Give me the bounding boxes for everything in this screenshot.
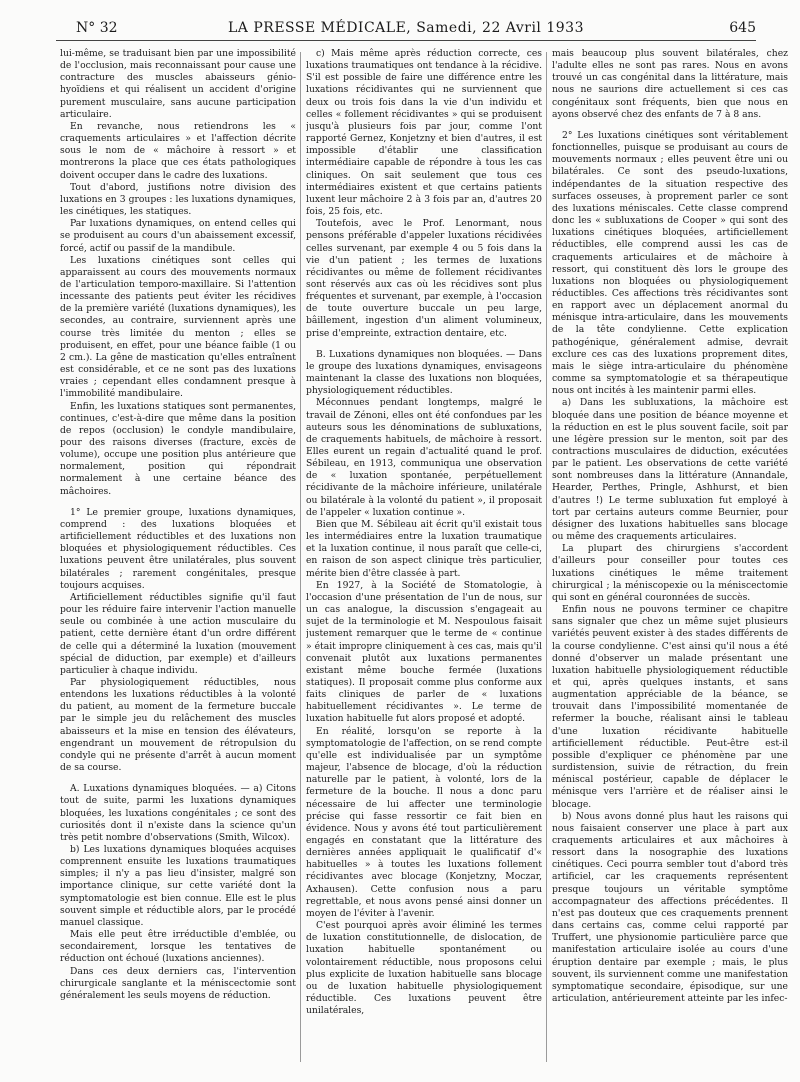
paragraph: 1° Le premier groupe, luxations dynamiques, comprend : des luxations bloquées et artificiellement réductibles et des luxations non bloquées et physiologiquement réductibles. Ces luxations peuvent être unilatérales, plus souvent bilatérales ; rarement congénitales, presque toujours acquises. xyxy=(60,506,296,591)
paragraph: Enfin nous ne pouvons terminer ce chapitre sans signaler que chez un même sujet plusieurs variétés peuvent exister à des stades différents de la course condylienne. C'est ainsi qu'il nous a été donné d'observer un malade présentant une luxation habituelle physiologiquement réductible et qui, après quelques instants, et sans augmentation appréciable de la béance, se trouvait dans l'impossibilité momentanée de refermer la bouche, réalisant ainsi le tableau d'une luxation récidivante habituelle artificiellement réductible. Peut-être est-il possible d'expliquer ce phénomène par une surdistension, suivie de rétraction, du frein méniscal postérieur, capable de déplacer le ménisque vers l'arrière et de réaliser ainsi le blocage. xyxy=(552,604,788,810)
paragraph: Par luxations dynamiques, on entend celles qui se produisent au cours d'un abaissement excessif, forcé, actif ou passif de la mandibule. xyxy=(60,218,296,254)
issue-number: N° 32 xyxy=(76,20,118,36)
column-1 xyxy=(60,48,296,1073)
paragraph: Enfin, les luxations statiques sont permanentes, continues, c'est-à-dire que même dans la position de repos (occlusion) le condyle mandibulaire, pour des raisons diverses (fracture, excès de volume), occupe une position plus antérieure que normalement, position qui répondrait normalement à une certaine béance des mâchoires. xyxy=(60,400,296,497)
page-header xyxy=(56,18,756,41)
paragraph: Tout d'abord, justifions notre division des luxations en 3 groupes : les luxations dynamiques, les cinétiques, les statiques. xyxy=(60,181,296,218)
paragraph: mais beaucoup plus souvent bilatérales, chez l'adulte elles ne sont pas rares. Nous en avons trouvé un cas congénital dans la littérature, mais nous ne saurions dire actuellement si ces cas congénitaux sont fréquents, bien que nous en ayons observé chez des enfants de 7 à 8 ans. xyxy=(552,48,788,120)
page-number: 645 xyxy=(729,20,756,36)
paragraph: C'est pourquoi après avoir éliminé les termes de luxation constitutionnelle, de dislocation, de luxation habituelle spontanément ou volontairement réductible, nous proposons celui plus explicite de luxation habituelle sans blocage ou de luxation habituelle physiologiquement réductible. Ces luxations peuvent être unilatérales, xyxy=(306,920,542,1017)
column-2 xyxy=(306,48,542,1073)
section-paragraph: A. Luxations dynamiques bloquées. — a) Citons tout de suite, parmi les luxations dynamiques bloquées, les luxations congénitales ; ce sont des curiosités dont il n'existe dans la science qu'un très petit nombre d'observations (Smith, Wilcox). xyxy=(60,783,296,843)
paragraph: c) Mais même après réduction correcte, ces luxations traumatiques ont tendance à la récidive. S'il est possible de faire une différence entre les luxations récidivantes qui ne surviennent que deux ou trois fois dans la vie d'un individu et celles « follement récidivantes » qui se produisent jusqu'à plusieurs fois par jour, comme l'ont rapporté Gernez, Konjetzny et bien d'autres, il est impossible d'établir une classification intermédiaire capable de répondre à tous les cas cliniques. On sait seulement que tous ces intermédiaires existent et que certains patients luxent leur mâchoire 2 à 3 fois par an, d'autres 20 fois, 25 fois, etc. xyxy=(306,48,542,218)
column-3 xyxy=(552,48,788,1073)
section-paragraph: B. Luxations dynamiques non bloquées. — Dans le groupe des luxations dynamiques, envisageons maintenant la classe des luxations non bloquées, physiologiquement réductibles. xyxy=(306,348,542,397)
paragraph: En revanche, nous retiendrons les « craquements articulaires » et l'affection décrite sous le nom de « mâchoire à ressort » et montrerons la place que ces états pathologiques doivent occuper dans le cadre des luxations. xyxy=(60,120,296,181)
paragraph: Dans ces deux derniers cas, l'intervention chirurgicale sanglante et la méniscectomie sont généralement les seuls moyens de réduction. xyxy=(60,965,296,1001)
paragraph: 2° Les luxations cinétiques sont véritablement fonctionnelles, puisque se produisant au cours de mouvements normaux ; elles peuvent être uni ou bilatérales. Ce sont des pseudo-luxations, indépendantes de la situation respective des surfaces osseuses, à proprement parler ce sont des luxations méniscales. Cette classe comprend donc les « subluxations de Cooper » qui sont des luxations cinétiques bloquées, artificiellement réductibles, elle comprend aussi les cas de craquements articulaires et de mâchoire à ressort, qui constituent dès lors le groupe des luxations non bloquées ou physiologiquement réductibles. Ces affections très récidivantes sont en rapport avec un déplacement anormal du ménisque intra-articulaire, dans les mouvements de la tête condylienne. Cette explication pathogénique, généralement admise, devrait exclure ces cas des luxations proprement dites, mais le siège intra-articulaire du phénomène comme sa symptomatologie et sa thérapeutique nous ont incités à les maintenir parmi elles. xyxy=(552,129,788,397)
journal-title: LA PRESSE MÉDICALE, Samedi, 22 Avril 1933 xyxy=(228,20,584,36)
column-divider-1 xyxy=(300,52,301,1062)
paragraph: Les luxations cinétiques sont celles qui apparaissent au cours des mouvements normaux de l'articulation temporo-maxillaire. Si l'attention incessante des patients peut éviter les récidives de la première variété (luxations dynamiques), les secondes, au contraire, surviennent après une course très limitée du menton ; elles se produisent, en effet, pour une béance faible (1 ou 2 cm.). La gêne de mastication qu'elles entraînent est considérable, et ce ne sont pas des luxations vraies ; cependant elles condamnent presque à l'immobilité mandibulaire. xyxy=(60,254,296,400)
paragraph: Par physiologiquement réductibles, nous entendons les luxations réductibles à la volonté du patient, au moment de la fermeture buccale par le simple jeu du relâchement des muscles abaisseurs et la mise en tension des élévateurs, engendrant un mouvement de rétropulsion du condyle qui ne présente d'arrêt à aucun moment de sa course. xyxy=(60,676,296,774)
paragraph: Méconnues pendant longtemps, malgré le travail de Zénoni, elles ont été confondues par les auteurs sous les dénominations de subluxations, de craquements habituels, de mâchoire à ressort. Elles eurent un regain d'actualité quand le prof. Sébileau, en 1913, communiqua une observation de « luxation spontanée, perpétuellement récidivante de la mâchoire inférieure, unilatérale ou bilatérale à la volonté du patient », il proposait de l'appeler « luxation continue ». xyxy=(306,397,542,518)
paragraph: b) Les luxations dynamiques bloquées acquises comprennent ensuite les luxations traumatiques simples; il n'y a pas lieu d'insister, malgré son importance clinique, sur cette variété dont la symptomatologie est bien connue. Elle est le plus souvent simple et réductible alors, par le procédé manuel classique. xyxy=(60,844,296,928)
paragraph: b) Nous avons donné plus haut les raisons qui nous faisaient conserver une place à part aux craquements articulaires et aux mâchoires à ressort dans la nosographie des luxations cinétiques. Ceci pourra sembler tout d'abord très artificiel, car les craquements représentent presque toujours un véritable symptôme accompagnateur des affections précédentes. Il n'est pas douteux que ces craquements prennent dans certains cas, comme celui rapporté par Truffert, une physionomie particulière parce que manifestation articulaire isolée au cours d'une éruption dentaire par exemple ; mais, le plus souvent, ils surviennent comme une manifestation symptomatique secondaire, épisodique, sur une articulation, antérieurement atteinte par les infec- xyxy=(552,810,788,1005)
paragraph: En 1927, à la Société de Stomatologie, à l'occasion d'une présentation de l'un de nous, sur un cas analogue, la discussion s'engageait au sujet de la terminologie et M. Nespoulous faisait justement remarquer que le terme de « continue » était impropre cliniquement à ces cas, mais qu'il convenait plutôt aux luxations permanentes existant même bouche fermée (luxations statiques). Il proposait comme plus conforme aux faits cliniques de parler de « luxations habituellement récidivantes ». Le terme de luxation habituelle fut alors proposé et adopté. xyxy=(306,579,542,725)
paragraph: Mais elle peut être irréductible d'emblée, ou secondairement, lorsque les tentatives de réduction ont échoué (luxations anciennes). xyxy=(60,929,296,965)
paragraph: La plupart des chirurgiens s'accordent d'ailleurs pour conseiller pour toutes ces luxations cinétiques le même traitement chirurgical ; la méniscopexie ou la méniscectomie qui sont en général couronnées de succès. xyxy=(552,543,788,603)
paragraph: Toutefois, avec le Prof. Lenormant, nous pensons préférable d'appeler luxations récidivées celles survenant, par exemple 4 ou 5 fois dans la vie d'un patient ; les termes de luxations récidivantes ou même de follement récidivantes sont réservés aux cas où les récidives sont plus fréquentes et survenant, par exemple, à l'occasion de toute ouverture buccale un peu large, bâillement, ingestion d'un aliment volumineux, prise d'empreinte, extraction dentaire, etc. xyxy=(306,218,542,339)
paragraph: Artificiellement réductibles signifie qu'il faut pour les réduire faire intervenir l'action manuelle seule ou combinée à une action musculaire du patient, cette dernière étant d'un ordre différent de celle qui a déterminé la luxation (mouvement spécial de diduction, par exemple) et d'ailleurs particulier à chaque individu. xyxy=(60,591,296,676)
paragraph: lui-même, se traduisant bien par une impossibilité de l'occlusion, mais reconnaissant pour cause une contracture des muscles abaisseurs génio-hyoïdiens et qui réalisent un accident d'origine purement musculaire, sans aucune participation articulaire. xyxy=(60,48,296,120)
column-divider-2 xyxy=(546,52,547,1062)
paragraph: En réalité, lorsqu'on se reporte à la symptomatologie de l'affection, on se rend compte qu'elle est individualisée par un symptôme majeur, l'absence de blocage, d'où la réduction naturelle par le patient, à volonté, lors de la fermeture de la bouche. Il nous a donc paru nécessaire de lui affecter une terminologie précise qui fasse ressortir ce fait bien en évidence. Nous y avons été tout particulièrement engagés en constatant que la littérature des dernières années appliquait le qualificatif d'« habituelles » à toutes les luxations follement récidivantes avec blocage (Konjetzny, Moczar, Axhausen). Cette confusion nous a paru regrettable, et nous avons pensé ainsi donner un moyen de l'éviter à l'avenir. xyxy=(306,725,542,919)
paragraph: a) Dans les subluxations, la mâchoire est bloquée dans une position de béance moyenne et la réduction en est le plus souvent facile, soit par une légère pression sur le menton, soit par des contractions musculaires de diduction, exécutées par le patient. Les observations de cette variété sont nombreuses dans la littérature (Annandale, Hearder, Perthes, Pringle, Ashhurst, et bien d'autres !) Le terme subluxation fut employé à tort par certains auteurs comme Beurnier, pour désigner des luxations habituelles sans blocage ou même des craquements articulaires. xyxy=(552,397,788,543)
paragraph: Bien que M. Sébileau ait écrit qu'il existait tous les intermédiaires entre la luxation traumatique et la luxation continue, il nous paraît que celle-ci, en raison de son aspect clinique très particulier, mérite bien d'être classée à part. xyxy=(306,518,542,579)
